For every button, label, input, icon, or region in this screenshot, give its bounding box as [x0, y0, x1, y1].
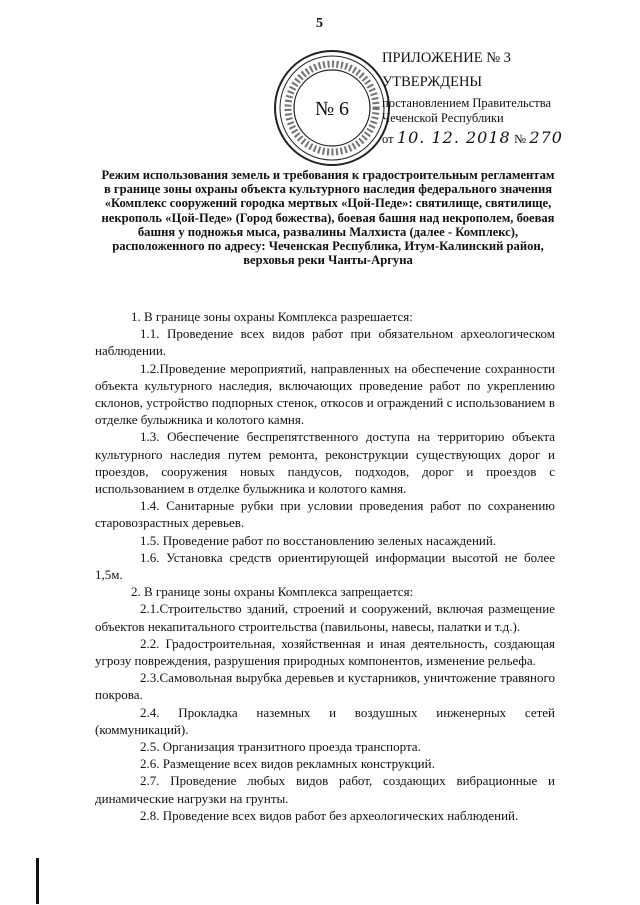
date-line: [382, 128, 563, 149]
paragraph: 2.8. Проведение всех видов работ без археологических наблюдений.: [140, 807, 519, 823]
paragraph: 2.4. Прокладка наземных и воздушных инженерных сетей (коммуникаций).: [95, 704, 555, 737]
binding-margin-line: [36, 858, 39, 904]
appendix-title: ПРИЛОЖЕНИЕ № 3: [382, 50, 511, 66]
paragraph: 2.1.Строительство зданий, строений и сооружений, включая размещение объектов некапитального строительства (павильоны, навесы, палатки и т.д.).: [95, 601, 555, 634]
page-number: 5: [316, 16, 323, 31]
document-body: [95, 308, 555, 824]
paragraph: 1.4. Санитарные рубки при условии проведения работ по сохранению старовозрастных деревьев.: [95, 498, 555, 531]
handwritten-number: 270: [529, 128, 563, 147]
paragraph: 2.3.Самовольная вырубка деревьев и кустарников, уничтожение травяного покрова.: [95, 670, 555, 703]
paragraph: 2.6. Размещение всех видов рекламных конструкций.: [140, 756, 435, 772]
stamp-number: № 6: [314, 98, 350, 120]
paragraph: 2. В границе зоны охраны Комплекса запрещается:: [131, 584, 414, 600]
appendix-block: [382, 48, 563, 149]
paragraph: 1.6. Установка средств ориентирующей информации высотой не более 1,5м.: [95, 549, 555, 583]
paragraph: 1.2.Проведение мероприятий, направленных на обеспечение сохранности объекта культурного наследия, включающих проведение работ по укреплению склонов, устройство подпорных стенок, откосов и ограждений с использованием в отделке булыжника и колотого камня.: [95, 360, 555, 428]
paragraph: 1.5. Проведение работ по восстановлению зеленых насаждений.: [140, 532, 497, 548]
handwritten-date: 10. 12. 2018: [396, 128, 511, 147]
approved-label: УТВЕРЖДЕНЫ: [382, 74, 483, 90]
paragraph: 1.3. Обеспечение беспрепятственного доступа на территорию объекта культурного наследия путем ремонта, реконструкции существующих дорог и проездов, сооружения новых пандусов, подходов, дорог и проездов с использованием в отделке булыжника и колотого камня.: [95, 429, 555, 497]
republic-line: Чеченской Республики: [382, 111, 504, 125]
paragraph: 2.2. Градостроительная, хозяйственная и иная деятельность, создающая угрозу повреждения, разрушения природных компонентов, изменение рельефа.: [95, 635, 555, 669]
paragraph: 2.7. Проведение любых видов работ, создающих вибрационные и динамические нагрузки на грунты.: [95, 773, 555, 806]
decree-line: постановлением Правительства: [382, 96, 552, 110]
official-seal: [272, 48, 392, 168]
paragraph: 1. В границе зоны охраны Комплекса разрешается:: [131, 309, 413, 324]
date-prefix: от: [382, 132, 394, 146]
number-prefix: №: [514, 132, 527, 146]
paragraph: 1.1. Проведение всех видов работ при обязательном археологическом наблюдении.: [95, 326, 555, 359]
document-title: Режим использования земель и требования к градостроительным регламентам в границе зоны охраны объекта культурного наследия федерального значения «Комплекс сооружений городка мертвых «Цой-Педе»: святилище, святилище, некрополь «Цой-Педе» (Город божества), боевая башня над некрополем, боевая башня у подножья мыса, развалины Малхиста (далее - Комплекс), расположенного по адресу: Чеченская Республика, Итум-Калинский район, верховья реки Чанты-Аргуна: [101, 168, 555, 268]
paragraph: 2.5. Организация транзитного проезда транспорта.: [140, 739, 421, 755]
